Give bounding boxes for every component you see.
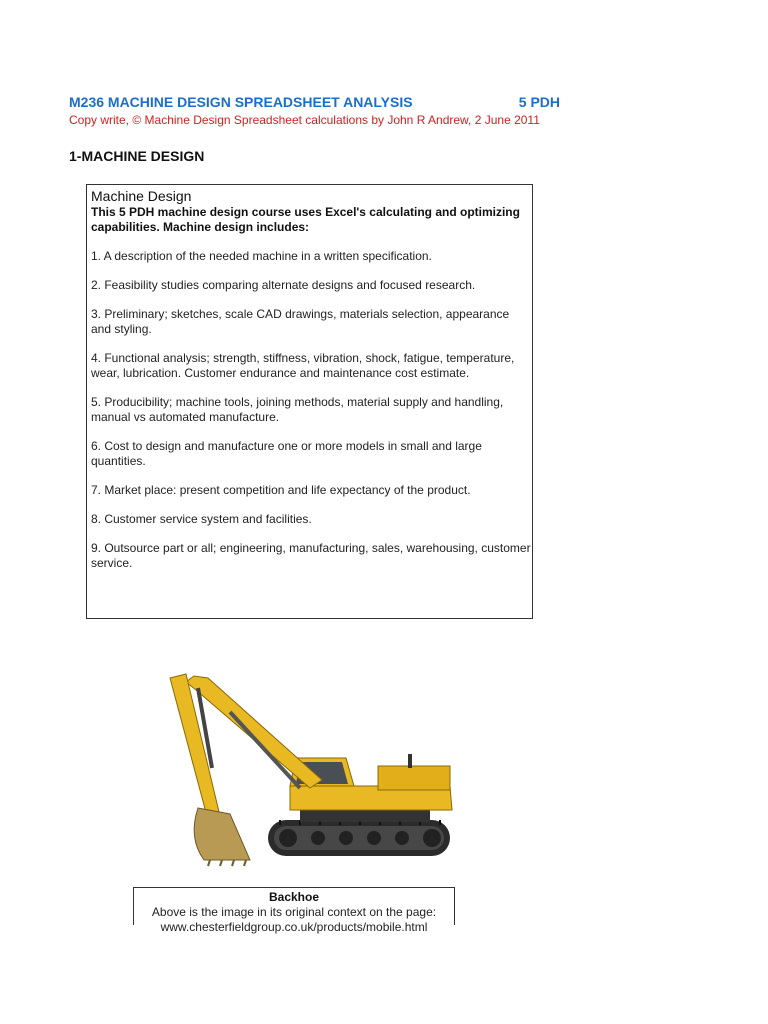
list-item: 4. Functional analysis; strength, stiffness, vibration, shock, fatigue, temperature, wear, lubrication. Customer endurance and maintenance cost estimate. xyxy=(91,351,515,380)
list-item: 6. Cost to design and manufacture one or more models in small and large quantities. xyxy=(91,439,482,468)
list-item: 8. Customer service system and facilities. xyxy=(91,512,312,526)
list-item: 9. Outsource part or all; engineering, manufacturing, sales, warehousing, customer service. xyxy=(91,541,531,570)
image-caption xyxy=(133,887,455,934)
section-title: 1-MACHINE DESIGN xyxy=(69,148,205,164)
caption-text: Above is the image in its original context on the page: xyxy=(151,905,437,919)
excavator-icon xyxy=(150,668,460,868)
copyright-notice: Copy write, © Machine Design Spreadsheet calculations by John R Andrew, 2 June 2011 xyxy=(69,113,540,127)
machine-design-textbox xyxy=(86,184,533,619)
textbox-heading: Machine Design xyxy=(91,188,192,204)
pdh-label: 5 PDH xyxy=(518,94,560,110)
header-row xyxy=(69,94,564,112)
excavator-image xyxy=(150,668,460,868)
document-title: M236 MACHINE DESIGN SPREADSHEET ANALYSIS xyxy=(69,94,413,110)
list-item: 3. Preliminary; sketches, scale CAD drawings, materials selection, appearance and styling. xyxy=(91,307,510,336)
caption-title: Backhoe xyxy=(268,890,320,904)
caption-link[interactable]: www.chesterfieldgroup.co.uk/products/mobile.html xyxy=(160,920,428,934)
textbox-intro: This 5 PDH machine design course uses Excel's calculating and optimizing capabilities. Machine design includes: xyxy=(91,205,520,234)
textbox-content xyxy=(91,188,531,571)
list-item: 7. Market place: present competition and life expectancy of the product. xyxy=(91,483,471,497)
list-item: 1. A description of the needed machine in a written specification. xyxy=(91,249,432,263)
list-item: 2. Feasibility studies comparing alternate designs and focused research. xyxy=(91,278,476,292)
list-item: 5. Producibility; machine tools, joining methods, material supply and handling, manual vs automated manufacture. xyxy=(91,395,504,424)
